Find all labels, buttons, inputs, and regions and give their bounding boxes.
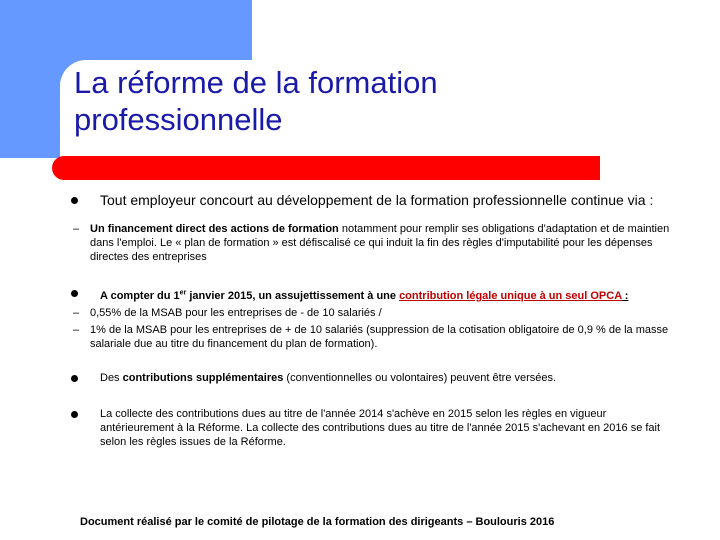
bullet-pre: Des xyxy=(100,371,123,384)
bullet-rest: (conventionnelles ou volontaires) peuvent être versées. xyxy=(283,371,557,384)
sub-item-text: notamment pour remplir ses obligations d'adaptation et de maintien dans l'emploi. Le « plan de formation » est défiscalisé ce qui induit la fin des règles d'imputabilité pour les dépenses directes des entreprises xyxy=(90,223,670,263)
sub-item-small-business xyxy=(60,306,670,320)
bullet-mid: janvier 2015, un assujettissement à une xyxy=(186,289,400,302)
bullet-sup: er xyxy=(179,289,187,296)
bullet-strong: contributions supplémentaires xyxy=(122,371,284,384)
bullet-text: La collecte des contributions dues au titre de l'année 2014 s'achève en 2015 selon les règles en vigueur antérieurement à la Réforme. La collecte des contributions dues au titre de l'année 2015 s'achevant en 2016 se fait selon les règles issues de la Réforme. xyxy=(100,407,661,448)
footer-note: Document réalisé par le comité de pilotage de la formation des dirigeants – Boulouris 2016 xyxy=(80,516,555,528)
highlight-opca: contribution légale unique à un seul OPCA xyxy=(399,289,622,302)
decorative-red-bar xyxy=(52,156,600,180)
bullet-colon: : xyxy=(621,289,629,302)
slide-content xyxy=(60,192,670,449)
sub-item-text: 0,55% de la MSAB pour les entreprises de - de 10 salariés / xyxy=(90,306,382,319)
sub-item-direct-financing xyxy=(60,222,670,264)
bullet-employer-contribution xyxy=(60,192,670,209)
sub-item-strong: Un financement direct des actions de formation xyxy=(90,223,339,235)
sub-item-text: 1% de la MSAB pour les entreprises de + de 10 salariés (suppression de la cotisation obligatoire de 0,9 % de la masse salariale due au titre du financement du plan de formation). xyxy=(90,323,669,350)
slide-title: La réforme de la formation professionnelle xyxy=(74,65,438,137)
sub-item-large-business xyxy=(60,323,670,351)
dash-marker: – xyxy=(73,323,80,336)
bullet-single-contribution xyxy=(60,286,670,303)
dash-marker: – xyxy=(73,223,80,235)
dash-marker: – xyxy=(73,306,80,319)
bullet-lead: A compter du 1 xyxy=(100,289,180,302)
bullet-additional-contributions xyxy=(60,371,670,385)
bullet-text: Tout employeur concourt au développement de la formation professionnelle continue via : xyxy=(100,192,654,208)
bullet-collection xyxy=(60,407,670,449)
